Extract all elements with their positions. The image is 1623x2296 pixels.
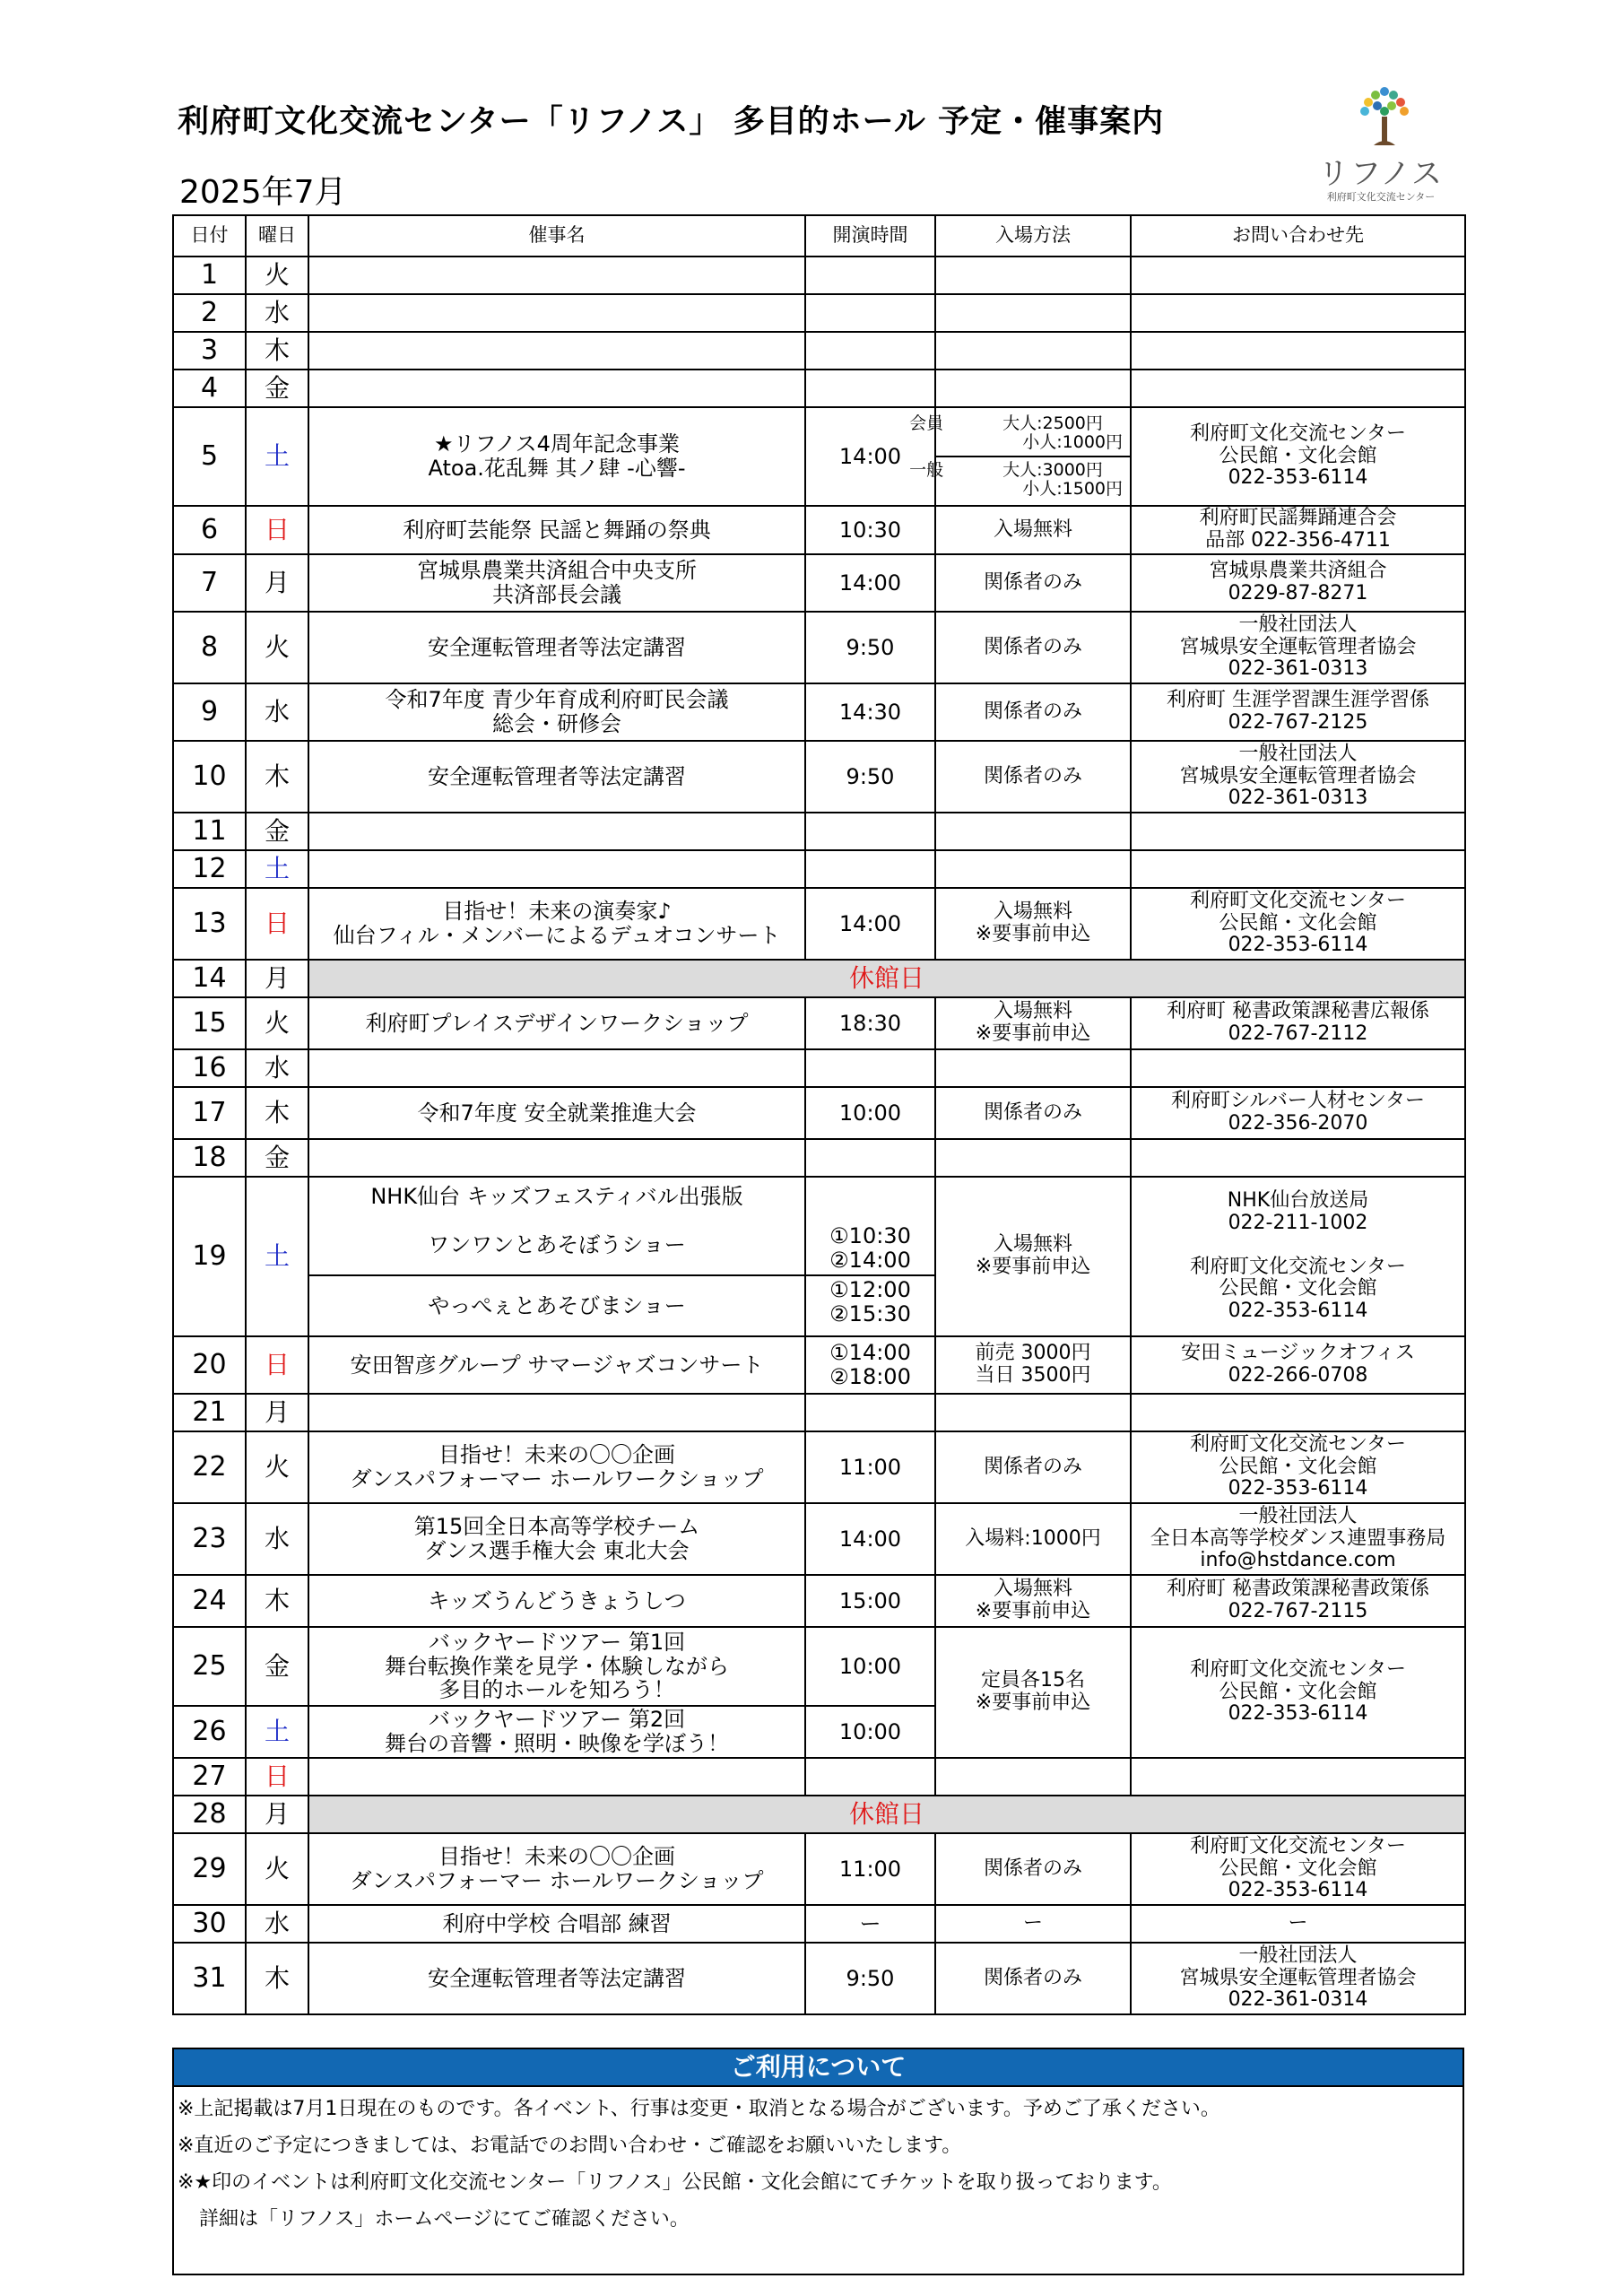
event-line: 目指せ！未来の〇〇企画 — [438, 1442, 675, 1468]
date-cell: 11 — [173, 813, 246, 850]
entry-cell — [935, 1575, 1131, 1627]
time-cell: 9:50 — [805, 1943, 935, 2014]
date-cell: 3 — [173, 332, 246, 370]
event-line: 目指せ！未来の〇〇企画 — [438, 1844, 675, 1870]
event-line: ダンスパフォーマー ホールワークショップ — [350, 1868, 764, 1893]
contact-line: 利府町 生涯学習課生涯学習係 — [1167, 689, 1429, 712]
time-cell: 9:50 — [805, 612, 935, 683]
contact-cell — [1131, 1177, 1465, 1336]
event-line: 令和7年度 青少年育成利府町民会議 — [385, 687, 729, 713]
contact-cell — [1131, 407, 1465, 506]
entry-cell — [935, 1627, 1131, 1758]
event-line: 総会・研修会 — [492, 711, 621, 736]
contact-line: 公民館・文化会館 — [1219, 911, 1377, 935]
entry-cell: 関係者のみ — [935, 1431, 1131, 1503]
weekday-cell: 木 — [246, 1087, 308, 1139]
date-cell: 28 — [173, 1796, 246, 1833]
weekday-cell: 火 — [246, 1431, 308, 1503]
table-row — [173, 1394, 1465, 1431]
entry-line: 入場無料 — [993, 1578, 1072, 1601]
time-cell: 14:30 — [805, 683, 935, 741]
contact-line: 利府町文化交流センター — [1189, 890, 1407, 913]
entry-line: 定員各15名 — [981, 1669, 1085, 1692]
contact-line: 宮城県農業共済組合 — [1209, 560, 1387, 583]
weekday-cell: 金 — [246, 370, 308, 407]
entry-note: ※要事前申込 — [975, 1600, 1091, 1622]
date-cell: 23 — [173, 1503, 246, 1575]
event-cell — [308, 888, 805, 960]
table-row — [173, 1905, 1465, 1943]
event-cell — [308, 1431, 805, 1503]
event-line: 舞台転換作業を見学・体験しながら — [385, 1653, 729, 1679]
contact-line: 宮城県安全運転管理者協会 — [1179, 764, 1417, 787]
weekday-cell: 日 — [246, 1758, 308, 1796]
entry-cell: 関係者のみ — [935, 1087, 1131, 1139]
event-cell — [308, 1177, 805, 1336]
tree-logo-icon — [1356, 83, 1413, 149]
date-cell: 27 — [173, 1758, 246, 1796]
contact-phone: 022-356-2070 — [1228, 1112, 1368, 1135]
contact-phone: 022-767-2115 — [1228, 1600, 1368, 1622]
event-line: 宮城県農業共済組合中央支所 — [417, 558, 697, 584]
fee-value: 大人:3000円 — [1002, 460, 1103, 480]
entry-cell: 入場無料 — [935, 506, 1131, 554]
contact-cell: ー — [1131, 1905, 1465, 1943]
table-row — [173, 1943, 1465, 2014]
event-line: 共済部長会議 — [492, 582, 621, 607]
date-cell: 31 — [173, 1943, 246, 2014]
event-line: 多目的ホールを知ろう！ — [438, 1677, 675, 1703]
event-cell — [308, 683, 805, 741]
contact-line: NHK仙台放送局 — [1227, 1189, 1369, 1213]
date-cell: 26 — [173, 1706, 246, 1758]
event-cell: 利府町プレイスデザインワークショップ — [308, 997, 805, 1049]
date-cell: 24 — [173, 1575, 246, 1627]
contact-phone: 022-353-6114 — [1228, 934, 1368, 957]
event-cell: 安全運転管理者等法定講習 — [308, 741, 805, 813]
weekday-cell: 月 — [246, 960, 308, 997]
weekday-cell: 日 — [246, 1336, 308, 1394]
entry-cell: 関係者のみ — [935, 1943, 1131, 2014]
fee-member — [909, 411, 1130, 456]
contact-line: 利府町 秘書政策課秘書政策係 — [1167, 1578, 1429, 1601]
time-cell — [805, 1336, 935, 1394]
show-time: ②18:00 — [829, 1364, 911, 1389]
contact-phone: 022-361-0313 — [1228, 787, 1368, 810]
contact-cell — [1131, 1627, 1465, 1758]
weekday-cell: 月 — [246, 554, 308, 612]
contact-cell — [1131, 554, 1465, 612]
col-header-time: 開演時間 — [805, 215, 935, 257]
event-cell: 安全運転管理者等法定講習 — [308, 612, 805, 683]
table-row — [173, 1833, 1465, 1905]
fee-value: 小人:1000円 — [1022, 432, 1123, 453]
weekday-cell: 火 — [246, 1833, 308, 1905]
weekday-cell: 日 — [246, 506, 308, 554]
date-cell: 12 — [173, 850, 246, 888]
event-cell — [308, 1706, 805, 1758]
show-time: ①10:30 — [829, 1223, 911, 1249]
contact-phone: 022-361-0314 — [1228, 1988, 1368, 2012]
time-cell: 10:30 — [805, 506, 935, 554]
entry-note: ※要事前申込 — [975, 1022, 1091, 1045]
contact-line: 公民館・文化会館 — [1219, 444, 1377, 467]
contact-email: info@hstdance.com — [1200, 1549, 1396, 1572]
table-row — [173, 1575, 1465, 1627]
table-row — [173, 1087, 1465, 1139]
contact-cell — [1131, 683, 1465, 741]
table-row — [173, 370, 1465, 407]
time-cell — [805, 1177, 935, 1336]
date-cell: 2 — [173, 294, 246, 332]
date-cell: 21 — [173, 1394, 246, 1431]
contact-phone: 022-767-2125 — [1228, 711, 1368, 734]
entry-cell: 関係者のみ — [935, 741, 1131, 813]
usage-notes-heading: ご利用について — [174, 2049, 1462, 2087]
table-row — [173, 888, 1465, 960]
weekday-cell: 火 — [246, 997, 308, 1049]
date-cell: 5 — [173, 407, 246, 506]
event-title: NHK仙台 キッズフェスティバル出張版 — [370, 1184, 743, 1209]
entry-line: 当日 3500円 — [975, 1364, 1091, 1387]
date-cell: 14 — [173, 960, 246, 997]
event-cell — [308, 407, 805, 506]
logo-subtext: 利府町文化交流センター — [1326, 191, 1436, 203]
contact-phone: 022-353-6114 — [1228, 466, 1368, 490]
note-line: ※直近のご予定につきましては、お電話でのお問い合わせ・ご確認をお願いいたします。 — [178, 2135, 962, 2157]
date-cell: 18 — [173, 1139, 246, 1177]
date-cell: 30 — [173, 1905, 246, 1943]
weekday-cell: 木 — [246, 1943, 308, 2014]
date-cell: 8 — [173, 612, 246, 683]
table-row — [173, 294, 1465, 332]
show-time: ②14:00 — [829, 1248, 911, 1274]
date-cell: 29 — [173, 1833, 246, 1905]
contact-line: 公民館・文化会館 — [1219, 1857, 1377, 1880]
fee-label: 会員 — [909, 413, 944, 434]
event-line: 仙台フィル・メンバーによるデュオコンサート — [333, 923, 781, 948]
time-cell: 15:00 — [805, 1575, 935, 1627]
event-cell: キッズうんどうきょうしつ — [308, 1575, 805, 1627]
contact-line: 利府町文化交流センター — [1189, 422, 1407, 446]
contact-cell — [1131, 1943, 1465, 2014]
weekday-cell: 日 — [246, 888, 308, 960]
event-cell: 安田智彦グループ サマージャズコンサート — [308, 1336, 805, 1394]
contact-phone: 022-767-2112 — [1228, 1022, 1368, 1045]
date-cell: 15 — [173, 997, 246, 1049]
date-cell: 4 — [173, 370, 246, 407]
event-line: 目指せ！未来の演奏家♪ — [442, 899, 672, 925]
weekday-cell: 金 — [246, 1139, 308, 1177]
entry-cell: 関係者のみ — [935, 554, 1131, 612]
contact-cell — [1131, 1431, 1465, 1503]
usage-notes — [172, 2048, 1464, 2275]
table-row — [173, 741, 1465, 813]
event-cell — [308, 1503, 805, 1575]
table-row — [173, 1503, 1465, 1575]
contact-phone: 022-211-1002 — [1228, 1212, 1368, 1235]
time-cell: 14:00 — [805, 888, 935, 960]
table-row — [173, 960, 1465, 997]
contact-line: 公民館・文化会館 — [1219, 1455, 1377, 1478]
entry-line: 前売 3000円 — [975, 1342, 1091, 1365]
closed-day-banner: 休館日 — [308, 1796, 1465, 1833]
contact-line: 利府町文化交流センター — [1189, 1658, 1407, 1682]
table-row — [173, 1177, 1465, 1336]
time-cell: 11:00 — [805, 1833, 935, 1905]
table-row — [173, 683, 1465, 741]
contact-cell — [1131, 612, 1465, 683]
weekday-cell: 木 — [246, 741, 308, 813]
contact-cell — [1131, 997, 1465, 1049]
col-header-contact: お問い合わせ先 — [1131, 215, 1465, 257]
entry-line: 入場無料 — [993, 900, 1072, 924]
event-line: バックヤードツアー 第1回 — [428, 1629, 686, 1655]
date-cell: 16 — [173, 1049, 246, 1087]
weekday-cell: 金 — [246, 813, 308, 850]
table-row — [173, 332, 1465, 370]
contact-line: 公民館・文化会館 — [1219, 1680, 1377, 1703]
weekday-cell: 土 — [246, 1177, 308, 1336]
contact-cell — [1131, 1503, 1465, 1575]
weekday-cell: 水 — [246, 683, 308, 741]
weekday-cell: 水 — [246, 1049, 308, 1087]
weekday-cell: 月 — [246, 1796, 308, 1833]
table-header-row — [173, 215, 1465, 257]
event-cell — [308, 554, 805, 612]
time-cell: 11:00 — [805, 1431, 935, 1503]
event-line: Atoa.花乱舞 其ノ肆 -心響- — [428, 456, 686, 481]
entry-line: 入場無料 — [993, 1233, 1072, 1257]
event-line: 舞台の音響・照明・映像を学ぼう！ — [385, 1731, 729, 1756]
time-cell: 9:50 — [805, 741, 935, 813]
table-row — [173, 997, 1465, 1049]
entry-cell — [935, 997, 1131, 1049]
weekday-cell: 火 — [246, 257, 308, 294]
note-line: 詳細は「リフノス」ホームページにてご確認ください。 — [199, 2208, 690, 2231]
entry-cell — [935, 1177, 1131, 1336]
date-cell: 10 — [173, 741, 246, 813]
contact-line: 宮城県安全運転管理者協会 — [1179, 1966, 1417, 1989]
contact-line: 一般社団法人 — [1238, 743, 1358, 766]
fee-general — [909, 456, 1130, 502]
weekday-cell: 火 — [246, 612, 308, 683]
table-row — [173, 813, 1465, 850]
contact-cell — [1131, 888, 1465, 960]
event-line: 第15回全日本高等学校チーム — [413, 1514, 700, 1540]
contact-cell — [1131, 1087, 1465, 1139]
col-header-date: 日付 — [173, 215, 246, 257]
entry-cell: 関係者のみ — [935, 683, 1131, 741]
show-time: ②15:30 — [829, 1300, 911, 1326]
table-row — [173, 612, 1465, 683]
contact-cell — [1131, 1575, 1465, 1627]
contact-phone: 022-353-6114 — [1228, 1477, 1368, 1500]
table-row — [173, 506, 1465, 554]
table-row — [173, 554, 1465, 612]
contact-line: 一般社団法人 — [1238, 1944, 1358, 1968]
note-line: ※上記掲載は7月1日現在のものです。各イベント、行事は変更・取消となる場合がございます。予めご了承ください。 — [178, 2098, 1220, 2120]
table-row — [173, 850, 1465, 888]
weekday-cell: 水 — [246, 294, 308, 332]
contact-phone: 022-353-6114 — [1228, 1299, 1368, 1322]
date-cell: 1 — [173, 257, 246, 294]
date-cell: 20 — [173, 1336, 246, 1394]
date-cell: 17 — [173, 1087, 246, 1139]
contact-line: 利府町シルバー人材センター — [1170, 1090, 1426, 1113]
contact-phone: 022-266-0708 — [1228, 1364, 1368, 1387]
fee-value: 大人:2500円 — [1002, 413, 1103, 434]
time-cell: 18:30 — [805, 997, 935, 1049]
entry-note: ※要事前申込 — [975, 923, 1091, 945]
show-time: ①14:00 — [829, 1340, 911, 1366]
fee-value: 小人:1500円 — [1022, 478, 1123, 499]
show-time: ①12:00 — [829, 1277, 911, 1302]
contact-cell — [1131, 1833, 1465, 1905]
date-cell: 19 — [173, 1177, 246, 1336]
entry-note: ※要事前申込 — [975, 1692, 1091, 1714]
date-cell: 6 — [173, 506, 246, 554]
contact-line: 安田ミュージックオフィス — [1181, 1342, 1415, 1365]
schedule-table — [172, 214, 1466, 2015]
weekday-cell: 月 — [246, 1394, 308, 1431]
date-cell: 22 — [173, 1431, 246, 1503]
contact-cell — [1131, 506, 1465, 554]
note-line: ※★印のイベントは利府町文化交流センター「リフノス」公民館・文化会館にてチケットを取り扱っております。 — [178, 2171, 1172, 2194]
contact-phone: 022-353-6114 — [1228, 1702, 1368, 1726]
event-show: やっぺぇとあそびまショー — [309, 1274, 804, 1335]
closed-day-banner: 休館日 — [308, 960, 1465, 997]
contact-line: 利府町民謡舞踊連合会 — [1199, 507, 1397, 530]
event-cell — [308, 1627, 805, 1706]
time-cell: 10:00 — [805, 1627, 935, 1706]
col-header-event: 催事名 — [308, 215, 805, 257]
contact-line: 全日本高等学校ダンス連盟事務局 — [1150, 1526, 1446, 1550]
contact-cell — [1131, 741, 1465, 813]
contact-line: 利府町文化交流センター — [1189, 1433, 1407, 1457]
time-cell: ー — [805, 1905, 935, 1943]
time-cell: 14:00 — [805, 554, 935, 612]
weekday-cell: 土 — [246, 407, 308, 506]
table-row — [173, 1139, 1465, 1177]
event-cell: 利府町芸能祭 民謡と舞踊の祭典 — [308, 506, 805, 554]
entry-line: 入場無料 — [993, 1000, 1072, 1023]
contact-phone: 022-353-6114 — [1228, 1879, 1368, 1902]
entry-cell: 入場料:1000円 — [935, 1503, 1131, 1575]
date-cell: 13 — [173, 888, 246, 960]
contact-line: 利府町 秘書政策課秘書広報係 — [1167, 1000, 1429, 1023]
time-cell: 10:00 — [805, 1087, 935, 1139]
col-header-entry: 入場方法 — [935, 215, 1131, 257]
weekday-cell: 金 — [246, 1627, 308, 1706]
event-line: ダンスパフォーマー ホールワークショップ — [350, 1466, 764, 1492]
event-cell — [308, 1833, 805, 1905]
event-cell: 安全運転管理者等法定講習 — [308, 1943, 805, 2014]
time-cell: 14:00 — [805, 407, 935, 506]
entry-cell: 関係者のみ — [935, 1833, 1131, 1905]
table-row — [173, 1431, 1465, 1503]
fee-label: 一般 — [909, 460, 944, 480]
table-row — [173, 1796, 1465, 1833]
time-cell: 14:00 — [805, 1503, 935, 1575]
contact-line: 一般社団法人 — [1238, 1505, 1358, 1528]
contact-phone: 0229-87-8271 — [1228, 582, 1368, 604]
page-title: 利府町文化交流センター「リフノス」 多目的ホール 予定・催事案内 — [178, 104, 1165, 140]
weekday-cell: 木 — [246, 1575, 308, 1627]
event-cell: 利府中学校 合唱部 練習 — [308, 1905, 805, 1943]
table-row — [173, 1336, 1465, 1394]
contact-line: 公民館・文化会館 — [1219, 1277, 1377, 1300]
month-label: 2025年7月 — [179, 174, 347, 211]
logo-text: リフノス — [1318, 156, 1444, 192]
weekday-cell: 水 — [246, 1503, 308, 1575]
table-row — [173, 1049, 1465, 1087]
contact-line: 一般社団法人 — [1238, 613, 1358, 637]
entry-cell: 関係者のみ — [935, 612, 1131, 683]
contact-cell — [1131, 1336, 1465, 1394]
table-row — [173, 257, 1465, 294]
logo — [1291, 83, 1471, 208]
table-row — [173, 1627, 1465, 1706]
table-row — [173, 1758, 1465, 1796]
time-cell: 10:00 — [805, 1706, 935, 1758]
event-line: ダンス選手権大会 東北大会 — [424, 1538, 690, 1563]
contact-line: 宮城県安全運転管理者協会 — [1179, 635, 1417, 658]
event-cell: 令和7年度 安全就業推進大会 — [308, 1087, 805, 1139]
weekday-cell: 土 — [246, 850, 308, 888]
contact-phone: 022-361-0313 — [1228, 657, 1368, 681]
contact-line: 利府町文化交流センター — [1189, 1835, 1407, 1858]
entry-cell — [935, 1336, 1131, 1394]
date-cell: 9 — [173, 683, 246, 741]
event-line: バックヤードツアー 第2回 — [428, 1707, 686, 1733]
contact-phone: 品部 022-356-4711 — [1205, 529, 1391, 552]
weekday-cell: 土 — [246, 1706, 308, 1758]
col-header-weekday: 曜日 — [246, 215, 308, 257]
entry-note: ※要事前申込 — [975, 1256, 1091, 1278]
table-row — [173, 407, 1465, 506]
date-cell: 25 — [173, 1627, 246, 1706]
weekday-cell: 水 — [246, 1905, 308, 1943]
entry-cell — [935, 888, 1131, 960]
entry-cell: ー — [935, 1905, 1131, 1943]
entry-cell — [909, 407, 1131, 506]
event-show: ワンワンとあそぼうショー — [428, 1232, 686, 1257]
event-line: ★リフノス4周年記念事業 — [434, 431, 680, 457]
weekday-cell: 木 — [246, 332, 308, 370]
contact-line: 利府町文化交流センター — [1189, 1255, 1407, 1278]
date-cell: 7 — [173, 554, 246, 612]
